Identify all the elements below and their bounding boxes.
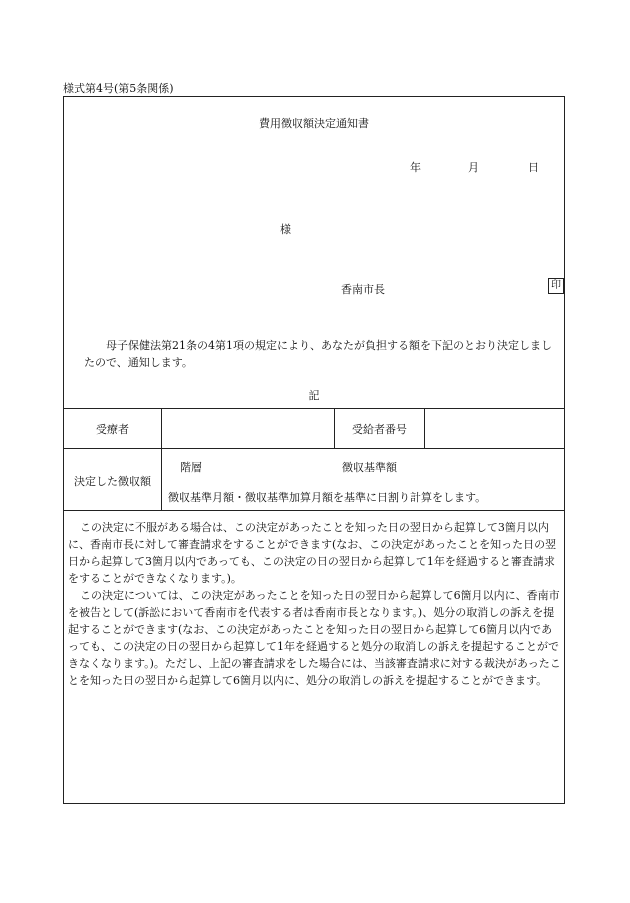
review-request-paragraph: この決定に不服がある場合は、この決定があったことを知った日の翌日から起算して3箇月以内に、香南市長に対して審査請求をすることができます(なお、この決定があったことを知った日の翌日から起算して3箇月以内であっても、この決定の日の翌日から起算して1年を経過すると審査請求をすることができなくなります。)。 bbox=[68, 521, 557, 585]
notice-form-frame bbox=[63, 96, 565, 804]
table-col-divider bbox=[424, 408, 425, 448]
calculation-note: 徴収基準月額・徴収基準加算月額を基準に日割り計算をします。 bbox=[168, 491, 487, 504]
appeal-notice bbox=[68, 519, 562, 689]
table-row-divider bbox=[64, 448, 564, 449]
addressee-honorific: 様 bbox=[280, 223, 291, 236]
table-top-border bbox=[64, 408, 564, 409]
lawsuit-paragraph: この決定については、この決定があったことを知った日の翌日から起算して6箇月以内に、香南市を被告として(訴訟において香南市を代表する者は香南市長となります。)、処分の取消しの訴えを提起することができます(なお、この決定があったことを知った日の翌日から起算して6箇月以内であっても、この決定の日の翌日から起算して1年を経過すると処分の取消しの訴えを提起することができなくなります。)。ただし、上記の審査請求をした場合には、当該審査請求に対する裁決があったことを知った日の翌日から起算して6箇月以内に、処分の取消しの訴えを提起することができます。 bbox=[68, 589, 561, 687]
issuer-name: 香南市長 bbox=[341, 283, 385, 296]
tier-label: 階層 bbox=[180, 461, 202, 474]
standard-amount-label: 徴収基準額 bbox=[342, 461, 397, 474]
recipient-number-label: 受給者番号 bbox=[352, 423, 407, 436]
date-day-label: 日 bbox=[528, 161, 539, 174]
table-col-divider bbox=[161, 408, 162, 510]
table-bottom-border bbox=[64, 510, 564, 511]
ki-heading: 記 bbox=[308, 389, 320, 402]
document-title: 費用徴収額決定通知書 bbox=[259, 117, 369, 130]
form-number-label: 様式第4号(第5条関係) bbox=[63, 82, 174, 95]
date-year-label: 年 bbox=[410, 161, 421, 174]
intro-paragraph: 母子保健法第21条の4第1項の規定により、あなたが負担する額を下記のとおり決定しましたので、通知します。 bbox=[84, 339, 552, 369]
date-month-label: 月 bbox=[468, 161, 479, 174]
decided-amount-label: 決定した徴収額 bbox=[74, 475, 151, 488]
recipient-label: 受療者 bbox=[96, 423, 129, 436]
seal-mark: 印 bbox=[548, 278, 564, 294]
